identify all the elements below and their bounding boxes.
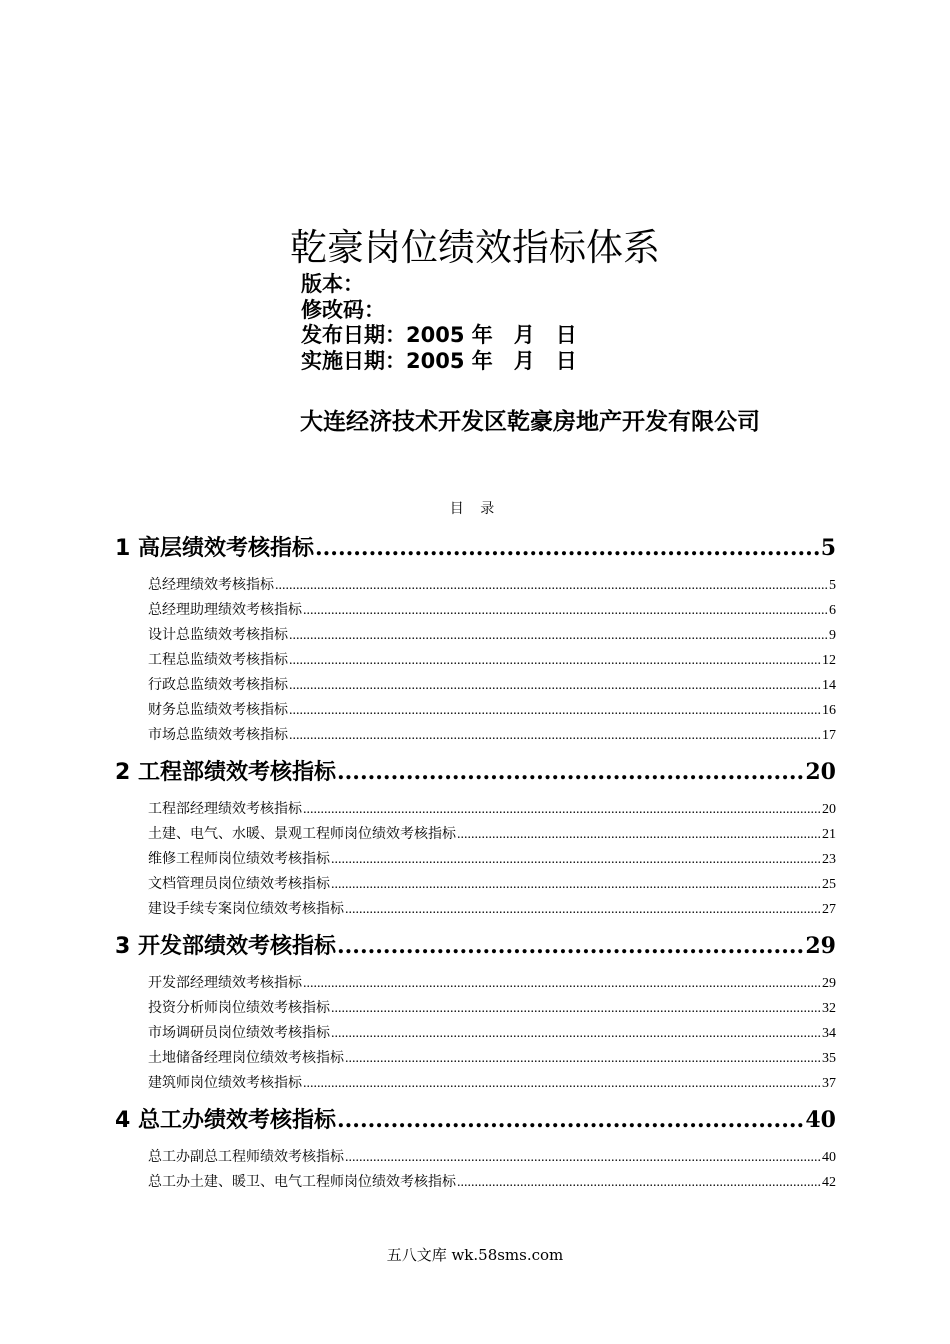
toc-page-number: 40 — [805, 1107, 836, 1133]
toc-item[interactable] — [148, 798, 836, 820]
toc-page-number: 35 — [822, 1051, 836, 1066]
toc-leader — [289, 700, 821, 721]
toc-item[interactable] — [148, 724, 836, 746]
toc-leader — [315, 534, 820, 562]
toc-leader — [331, 849, 821, 870]
toc-page-number: 40 — [822, 1150, 836, 1165]
toc-item-label: 市场总监绩效考核指标 — [148, 727, 288, 743]
toc-item[interactable] — [148, 823, 836, 845]
toc-section-label: 4 总工办绩效考核指标 — [115, 1108, 336, 1133]
toc-page-number: 37 — [822, 1076, 836, 1091]
toc-leader — [337, 758, 804, 786]
toc-leader — [331, 874, 821, 895]
toc-item[interactable] — [148, 873, 836, 895]
toc-item-label: 工程总监绩效考核指标 — [148, 652, 288, 668]
toc-item-label: 开发部经理绩效考核指标 — [148, 975, 302, 991]
toc-item-label: 总经理助理绩效考核指标 — [148, 602, 302, 618]
toc-page-number: 17 — [822, 728, 836, 743]
toc-page-number: 16 — [822, 703, 836, 718]
toc-leader — [289, 650, 821, 671]
toc-item-label: 市场调研员岗位绩效考核指标 — [148, 1025, 330, 1041]
toc-item[interactable] — [148, 574, 836, 596]
toc-item-label: 行政总监绩效考核指标 — [148, 677, 288, 693]
toc-leader — [303, 600, 828, 621]
toc-item-label: 总经理绩效考核指标 — [148, 577, 274, 593]
toc-leader — [457, 824, 821, 845]
toc-item[interactable] — [148, 1022, 836, 1044]
toc-item[interactable] — [148, 1072, 836, 1094]
release-date-line: 发布日期：2005 年 月 日 — [301, 323, 577, 347]
toc-leader — [331, 998, 821, 1019]
toc-page-number: 23 — [822, 852, 836, 867]
toc-page-number: 25 — [822, 877, 836, 892]
toc-leader — [303, 1073, 821, 1094]
toc-leader — [289, 625, 828, 646]
toc-section-label: 1 高层绩效考核指标 — [115, 536, 314, 561]
toc-item[interactable] — [148, 1047, 836, 1069]
toc-page-number: 34 — [822, 1026, 836, 1041]
toc-item-label: 维修工程师岗位绩效考核指标 — [148, 851, 330, 867]
toc-page-number: 29 — [805, 933, 836, 959]
toc-leader — [303, 799, 821, 820]
version-line: 版本： — [301, 272, 364, 296]
toc-section-label: 3 开发部绩效考核指标 — [115, 934, 336, 959]
toc-section-1[interactable] — [115, 534, 836, 562]
toc-item[interactable] — [148, 898, 836, 920]
toc-section-label: 2 工程部绩效考核指标 — [115, 760, 336, 785]
toc-leader — [337, 1106, 804, 1134]
toc-leader — [345, 899, 821, 920]
toc-item-label: 建筑师岗位绩效考核指标 — [148, 1075, 302, 1091]
toc-page-number: 27 — [822, 902, 836, 917]
toc-page-number: 32 — [822, 1001, 836, 1016]
toc-item-label: 设计总监绩效考核指标 — [148, 627, 288, 643]
toc-page-number: 6 — [829, 603, 836, 618]
toc-item-label: 土建、电气、水暖、景观工程师岗位绩效考核指标 — [148, 826, 456, 842]
toc-leader — [345, 1147, 821, 1168]
toc-page-number: 12 — [822, 653, 836, 668]
company-name: 大连经济技术开发区乾豪房地产开发有限公司 — [300, 409, 760, 435]
toc-section-4[interactable] — [115, 1106, 836, 1134]
toc-item[interactable] — [148, 997, 836, 1019]
toc-item[interactable] — [148, 1146, 836, 1168]
toc-leader — [289, 675, 821, 696]
toc-page-number: 5 — [820, 535, 836, 561]
toc-item[interactable] — [148, 972, 836, 994]
toc-leader — [337, 932, 804, 960]
toc-leader — [331, 1023, 821, 1044]
toc-page-number: 14 — [822, 678, 836, 693]
footer-watermark: 五八文库 wk.58sms.com — [386, 1246, 564, 1264]
toc-page-number: 9 — [829, 628, 836, 643]
document-meta — [301, 272, 577, 374]
toc-item-label: 总工办土建、暖卫、电气工程师岗位绩效考核指标 — [148, 1174, 456, 1190]
toc-section-3[interactable] — [115, 932, 836, 960]
toc-page-number: 42 — [822, 1175, 836, 1190]
toc-page-number: 5 — [829, 578, 836, 593]
toc-item[interactable] — [148, 674, 836, 696]
toc-section-2[interactable] — [115, 758, 836, 786]
toc-item-label: 工程部经理绩效考核指标 — [148, 801, 302, 817]
toc-item[interactable] — [148, 848, 836, 870]
toc-item-label: 建设手续专案岗位绩效考核指标 — [148, 901, 344, 917]
effective-date-line: 实施日期：2005 年 月 日 — [301, 348, 577, 373]
toc-item[interactable] — [148, 1171, 836, 1193]
toc-item-label: 文档管理员岗位绩效考核指标 — [148, 876, 330, 892]
toc-title: 目 录 — [449, 501, 501, 517]
toc-leader — [303, 973, 821, 994]
toc-page-number: 20 — [822, 802, 836, 817]
toc-page-number: 20 — [805, 759, 836, 785]
document-title: 乾豪岗位绩效指标体系 — [290, 226, 660, 269]
toc-item-label: 总工办副总工程师绩效考核指标 — [148, 1149, 344, 1165]
toc-page-number: 29 — [822, 976, 836, 991]
toc-leader — [457, 1172, 821, 1193]
toc-item[interactable] — [148, 699, 836, 721]
toc-leader — [275, 575, 828, 596]
toc-item-label: 土地储备经理岗位绩效考核指标 — [148, 1050, 344, 1066]
toc-leader — [289, 725, 821, 746]
toc-item-label: 投资分析师岗位绩效考核指标 — [148, 1000, 330, 1016]
revision-line: 修改码： — [301, 297, 385, 322]
toc-item[interactable] — [148, 624, 836, 646]
toc-item[interactable] — [148, 599, 836, 621]
toc-item[interactable] — [148, 649, 836, 671]
toc-page-number: 21 — [822, 827, 836, 842]
toc-item-label: 财务总监绩效考核指标 — [148, 702, 288, 718]
toc-leader — [345, 1048, 821, 1069]
